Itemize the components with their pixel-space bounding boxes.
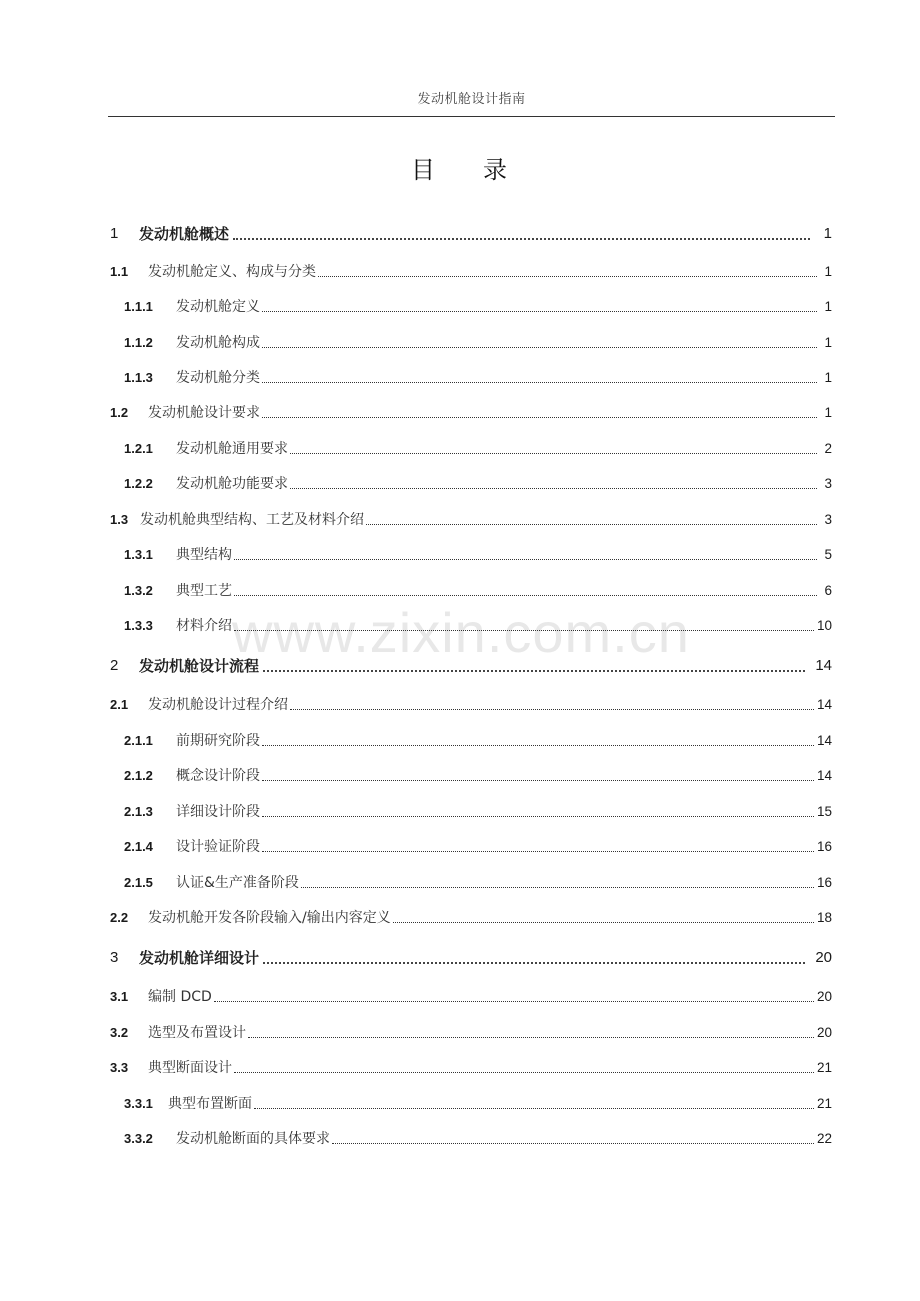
toc-entry[interactable] bbox=[110, 904, 832, 928]
toc-dot-leader bbox=[301, 887, 814, 888]
toc-entry-page: 2 bbox=[824, 441, 832, 456]
toc-entry-number: 1.2.2 bbox=[124, 476, 153, 491]
toc-entry-number: 3.3.1 bbox=[124, 1096, 153, 1111]
toc-entry-title: 设计验证阶段 bbox=[176, 839, 260, 855]
toc-entry[interactable] bbox=[110, 577, 832, 601]
toc-entry-title: 发动机舱断面的具体要求 bbox=[176, 1131, 330, 1147]
toc-entry-title: 发动机舱典型结构、工艺及材料介绍 bbox=[140, 512, 364, 528]
toc-entry-page: 14 bbox=[816, 697, 832, 712]
toc-dot-leader bbox=[262, 851, 814, 852]
toc-entry-title: 发动机舱定义 bbox=[176, 299, 260, 315]
toc-entry-page: 1 bbox=[823, 225, 832, 242]
toc-entry-page: 1 bbox=[824, 299, 832, 314]
toc-entry-page: 18 bbox=[816, 910, 832, 925]
toc-entry[interactable] bbox=[110, 258, 832, 282]
toc-entry-page: 16 bbox=[816, 839, 832, 854]
toc-entry[interactable] bbox=[110, 329, 832, 353]
toc-entry-page: 5 bbox=[824, 547, 832, 562]
toc-dot-leader bbox=[214, 1001, 814, 1002]
toc-entry[interactable] bbox=[110, 220, 832, 244]
toc-entry-number: 2.1.4 bbox=[124, 839, 153, 854]
watermark: www.zixin.com.cn bbox=[232, 601, 690, 664]
toc-dot-leader bbox=[290, 709, 814, 710]
toc-entry[interactable] bbox=[110, 833, 832, 857]
toc-entry-title: 发动机舱功能要求 bbox=[176, 476, 288, 492]
toc-entry-number: 2.1.5 bbox=[124, 875, 153, 890]
toc-entry-title: 详细设计阶段 bbox=[176, 804, 260, 820]
toc-entry-title: 发动机舱通用要求 bbox=[176, 441, 288, 457]
toc-entry-page: 1 bbox=[824, 335, 832, 350]
toc-entry[interactable] bbox=[110, 506, 832, 530]
toc-entry-page: 3 bbox=[824, 476, 832, 491]
toc-dot-leader bbox=[234, 559, 817, 560]
toc-entry-number: 3.3.2 bbox=[124, 1131, 153, 1146]
toc-entry[interactable] bbox=[110, 727, 832, 751]
toc-entry-page: 10 bbox=[816, 618, 832, 633]
toc-entry[interactable] bbox=[110, 612, 832, 636]
toc-entry-title: 发动机舱定义、构成与分类 bbox=[148, 264, 316, 280]
page-header bbox=[108, 0, 835, 117]
toc-entry[interactable] bbox=[110, 762, 832, 786]
toc-entry-page: 22 bbox=[816, 1131, 832, 1146]
toc-entry[interactable] bbox=[110, 944, 832, 968]
toc-entry-title: 发动机舱开发各阶段输入/输出内容定义 bbox=[148, 910, 391, 926]
toc-dot-leader bbox=[290, 488, 817, 489]
toc-entry-number: 1.1.2 bbox=[124, 335, 153, 350]
toc-entry-number: 1.3 bbox=[110, 512, 129, 527]
toc-entry-number: 3.2 bbox=[110, 1025, 129, 1040]
toc-entry-title: 发动机舱设计流程 bbox=[139, 657, 260, 675]
toc-entry-number: 1 bbox=[110, 225, 119, 242]
toc-entry-title: 材料介绍 bbox=[176, 618, 232, 634]
toc-entry-number: 2.1.3 bbox=[124, 804, 153, 819]
toc-entry[interactable] bbox=[110, 691, 832, 715]
toc-entry-page: 6 bbox=[824, 583, 832, 598]
toc-entry-number: 1.3.2 bbox=[124, 583, 153, 598]
toc-entry-page: 14 bbox=[815, 657, 832, 674]
toc-entry-title: 认证&生产准备阶段 bbox=[176, 875, 299, 891]
toc-entry[interactable] bbox=[110, 541, 832, 565]
toc-entry-title: 发动机舱概述 bbox=[139, 225, 230, 243]
toc-entry-page: 14 bbox=[816, 768, 832, 783]
toc-entry-number: 1.2.1 bbox=[124, 441, 153, 456]
toc-entry-number: 2.1.1 bbox=[124, 733, 153, 748]
toc-entry-page: 15 bbox=[816, 804, 832, 819]
toc-entry-number: 1.3.1 bbox=[124, 547, 153, 562]
toc-entry-title: 发动机舱构成 bbox=[176, 335, 260, 351]
toc-dot-leader bbox=[366, 524, 817, 525]
toc-dot-leader bbox=[393, 922, 814, 923]
toc-entry-page: 1 bbox=[824, 370, 832, 385]
toc-entry-title: 发动机舱设计要求 bbox=[148, 405, 260, 421]
toc-dot-leader bbox=[262, 382, 817, 383]
toc-title-char-2: 录 bbox=[483, 156, 509, 184]
toc-entry-page: 20 bbox=[815, 949, 832, 966]
toc-entry-page: 20 bbox=[816, 1025, 832, 1040]
toc-entry-title: 典型布置断面 bbox=[168, 1096, 252, 1112]
toc-dot-leader bbox=[234, 630, 814, 631]
toc-entry-page: 16 bbox=[816, 875, 832, 890]
toc-dot-leader bbox=[262, 816, 814, 817]
toc-entry-title: 典型结构 bbox=[176, 547, 232, 563]
toc-entry[interactable] bbox=[110, 1054, 832, 1078]
toc-dot-leader bbox=[318, 276, 817, 277]
toc-entry[interactable] bbox=[110, 435, 832, 459]
toc-dot-leader bbox=[233, 238, 810, 240]
toc-dot-leader bbox=[290, 453, 817, 454]
toc-dot-leader bbox=[262, 417, 817, 418]
toc-entry[interactable] bbox=[110, 798, 832, 822]
header-title: 发动机舱设计指南 bbox=[417, 92, 526, 107]
toc-entry-page: 20 bbox=[816, 989, 832, 1004]
toc-entry-title: 典型工艺 bbox=[176, 583, 232, 599]
toc-dot-leader bbox=[234, 1072, 814, 1073]
toc-entry-page: 21 bbox=[816, 1096, 832, 1111]
toc-dot-leader bbox=[262, 347, 817, 348]
toc-dot-leader bbox=[262, 745, 814, 746]
toc-entry-page: 1 bbox=[824, 264, 832, 279]
toc-entry[interactable] bbox=[110, 293, 832, 317]
toc-entry[interactable] bbox=[110, 1090, 832, 1114]
toc-dot-leader bbox=[332, 1143, 814, 1144]
toc-entry-number: 1.3.3 bbox=[124, 618, 153, 633]
toc-entry-title: 前期研究阶段 bbox=[176, 733, 260, 749]
toc-entry-number: 1.1.3 bbox=[124, 370, 153, 385]
toc-dot-leader bbox=[248, 1037, 814, 1038]
toc-entry-page: 14 bbox=[816, 733, 832, 748]
toc-entry-number: 2.1.2 bbox=[124, 768, 153, 783]
toc-entry-number: 3.3 bbox=[110, 1060, 129, 1075]
toc-entry-title: 概念设计阶段 bbox=[176, 768, 260, 784]
toc-dot-leader bbox=[234, 595, 817, 596]
toc-entry-page: 21 bbox=[816, 1060, 832, 1075]
toc-entry-number: 1.1 bbox=[110, 264, 129, 279]
toc-entry[interactable] bbox=[110, 470, 832, 494]
toc-entry-title: 发动机舱分类 bbox=[176, 370, 260, 386]
toc-entry-title: 发动机舱设计过程介绍 bbox=[148, 697, 288, 713]
toc-entry[interactable] bbox=[110, 364, 832, 388]
toc-entry-title: 选型及布置设计 bbox=[148, 1025, 246, 1041]
toc-dot-leader bbox=[262, 311, 817, 312]
toc-entry-page: 1 bbox=[824, 405, 832, 420]
toc-entry-number: 3 bbox=[110, 949, 119, 966]
toc-entry-number: 2.1 bbox=[110, 697, 129, 712]
toc-dot-leader bbox=[254, 1108, 814, 1109]
toc-entry-number: 1.1.1 bbox=[124, 299, 153, 314]
toc-entry-number: 3.1 bbox=[110, 989, 129, 1004]
toc-entry[interactable] bbox=[110, 869, 832, 893]
toc-entry-number: 2.2 bbox=[110, 910, 129, 925]
toc-entry[interactable] bbox=[110, 1125, 832, 1149]
toc-dot-leader bbox=[262, 780, 814, 781]
toc-entry-title: 典型断面设计 bbox=[148, 1060, 232, 1076]
toc-entry[interactable] bbox=[110, 652, 832, 676]
toc-entry-title: 发动机舱详细设计 bbox=[139, 949, 260, 967]
toc-entry-number: 1.2 bbox=[110, 405, 129, 420]
toc-dot-leader bbox=[263, 670, 805, 672]
toc-dot-leader bbox=[263, 962, 805, 964]
toc-entry[interactable] bbox=[110, 399, 832, 423]
toc-entry[interactable] bbox=[110, 983, 832, 1007]
toc-entry-title: 编制 DCD bbox=[148, 989, 212, 1005]
toc-entry-page: 3 bbox=[824, 512, 832, 527]
toc-title-char-1: 目 bbox=[411, 156, 437, 184]
toc-entry-number: 2 bbox=[110, 657, 119, 674]
toc-entry[interactable] bbox=[110, 1019, 832, 1043]
toc-title bbox=[0, 150, 920, 185]
